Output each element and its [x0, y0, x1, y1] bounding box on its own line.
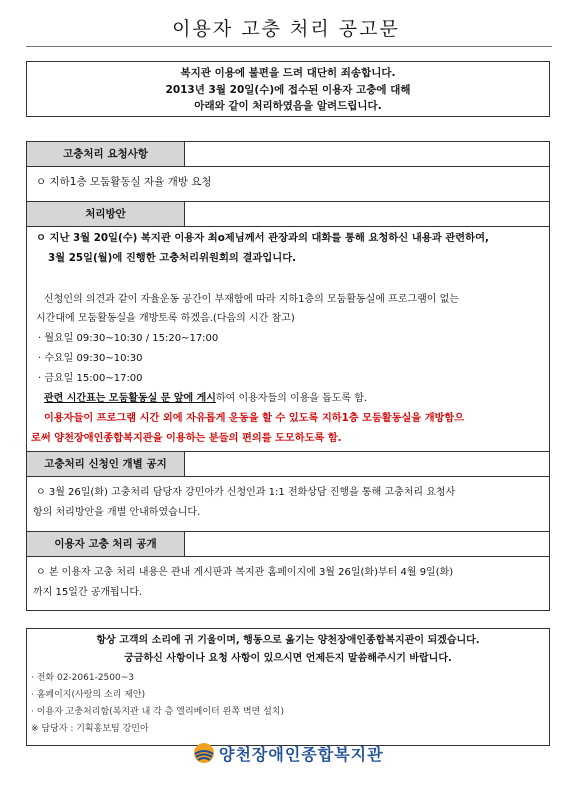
notice-line-2: 2013년 3월 20일(수)에 접수된 이용자 고충에 대해 [165, 83, 411, 96]
plan-red-2: 로써 양천장애인종합복지관을 이용하는 분들의 편의를 도모하도록 함. [31, 433, 342, 444]
time-wednesday: · 수요일 09:30~10:30 [38, 353, 143, 364]
public-header: 이용자 고충 처리 공개 [27, 532, 185, 556]
plan-intro-2: 3월 25일(월)에 진행한 고충처리위원회의 결과입니다. [48, 252, 297, 264]
row-divider [27, 556, 549, 557]
plan-body-2: 시간대에 모둠활동실을 개방토록 하겠음.(다음의 시간 참고) [36, 313, 295, 324]
title-divider [26, 46, 552, 47]
contact-person: ※ 담당자 : 기획홍보팀 강민아 [31, 724, 149, 734]
welfare-center-logo [193, 742, 384, 764]
plan-related-line [44, 388, 367, 409]
plan-header: 처리방안 [27, 202, 185, 226]
disclosure-header: 고충처리 신청인 개별 공지 [27, 452, 185, 476]
row-divider [27, 166, 549, 167]
plan-body-1: 신청인의 의견과 같이 자율운동 공간이 부재함에 따라 지하1층의 모둠활동실에 프로그램이 없는 [44, 294, 459, 305]
page-title: 이용자 고충 처리 공고문 [172, 18, 400, 40]
time-friday: · 금요일 15:00~17:00 [38, 373, 143, 384]
footer-line-2: 궁금하신 사항이나 요청 사항이 있으시면 언제든지 말씀해주시기 바랍니다. [124, 653, 452, 664]
request-text: ㅇ 지하1층 모둠활동실 자율 개방 요청 [36, 176, 212, 188]
notice-line-3: 아래와 같이 처리하였음을 알려드립니다. [194, 100, 382, 112]
contact-homepage: · 홈페이지(사랑의 소리 제안) [31, 690, 146, 700]
plan-red-1: 이용자들이 프로그램 시간 외에 자유롭게 운동을 할 수 있도록 지하1층 모둠활동실을 개방함으 [44, 413, 465, 424]
notice-line-1: 복지관 이용에 불편을 드려 대단히 죄송합니다. [180, 67, 396, 79]
complaint-table [26, 141, 550, 611]
related-underlined: 관련 시간표는 모둠활동실 문 앞에 게시 [44, 393, 216, 404]
row-divider [27, 226, 549, 227]
plan-intro-1: ㅇ 지난 3월 20일(수) 복지관 이용자 최o제님께서 관장과의 대화를 통해 요청하신 내용과 관련하여, [36, 232, 489, 244]
public-line-1: ㅇ 본 이용자 고충 처리 내용은 관내 게시판과 복지관 홈페이지에 3월 26일(화)부터 4월 9일(화) [36, 567, 454, 578]
footer-line-1: 항상 고객의 소리에 귀 기울이며, 행동으로 옮기는 양천장애인종합복지관이 되겠습니다. [96, 635, 480, 646]
disclosure-line-1: ㅇ 3월 26일(화) 고충처리 담당자 강민아가 신청인과 1:1 전화상담 진행을 통해 고충처리 요청사 [36, 487, 456, 498]
contact-complaint-box: · 이용자 고충처리함(복지관 내 각 층 엘리베이터 왼쪽 벽면 설치) [31, 707, 284, 717]
contact-footer [26, 628, 550, 746]
contact-phone: · 전화 02-2061-2500~3 [31, 673, 134, 683]
row-divider [27, 476, 549, 477]
public-line-2: 까지 15일간 공개됩니다. [33, 587, 143, 598]
logo-text: 양천장애인종합복지관 [219, 744, 384, 764]
sun-emblem-icon [193, 742, 215, 764]
disclosure-line-2: 항의 처리방안을 개별 안내하였습니다. [33, 507, 201, 518]
related-rest: 하여 이용자들의 이용을 돕도록 함. [215, 393, 368, 404]
apology-notice [26, 61, 550, 117]
time-monday: · 월요일 09:30~10:30 / 15:20~17:00 [38, 333, 219, 344]
request-header: 고충처리 요청사항 [27, 142, 185, 166]
